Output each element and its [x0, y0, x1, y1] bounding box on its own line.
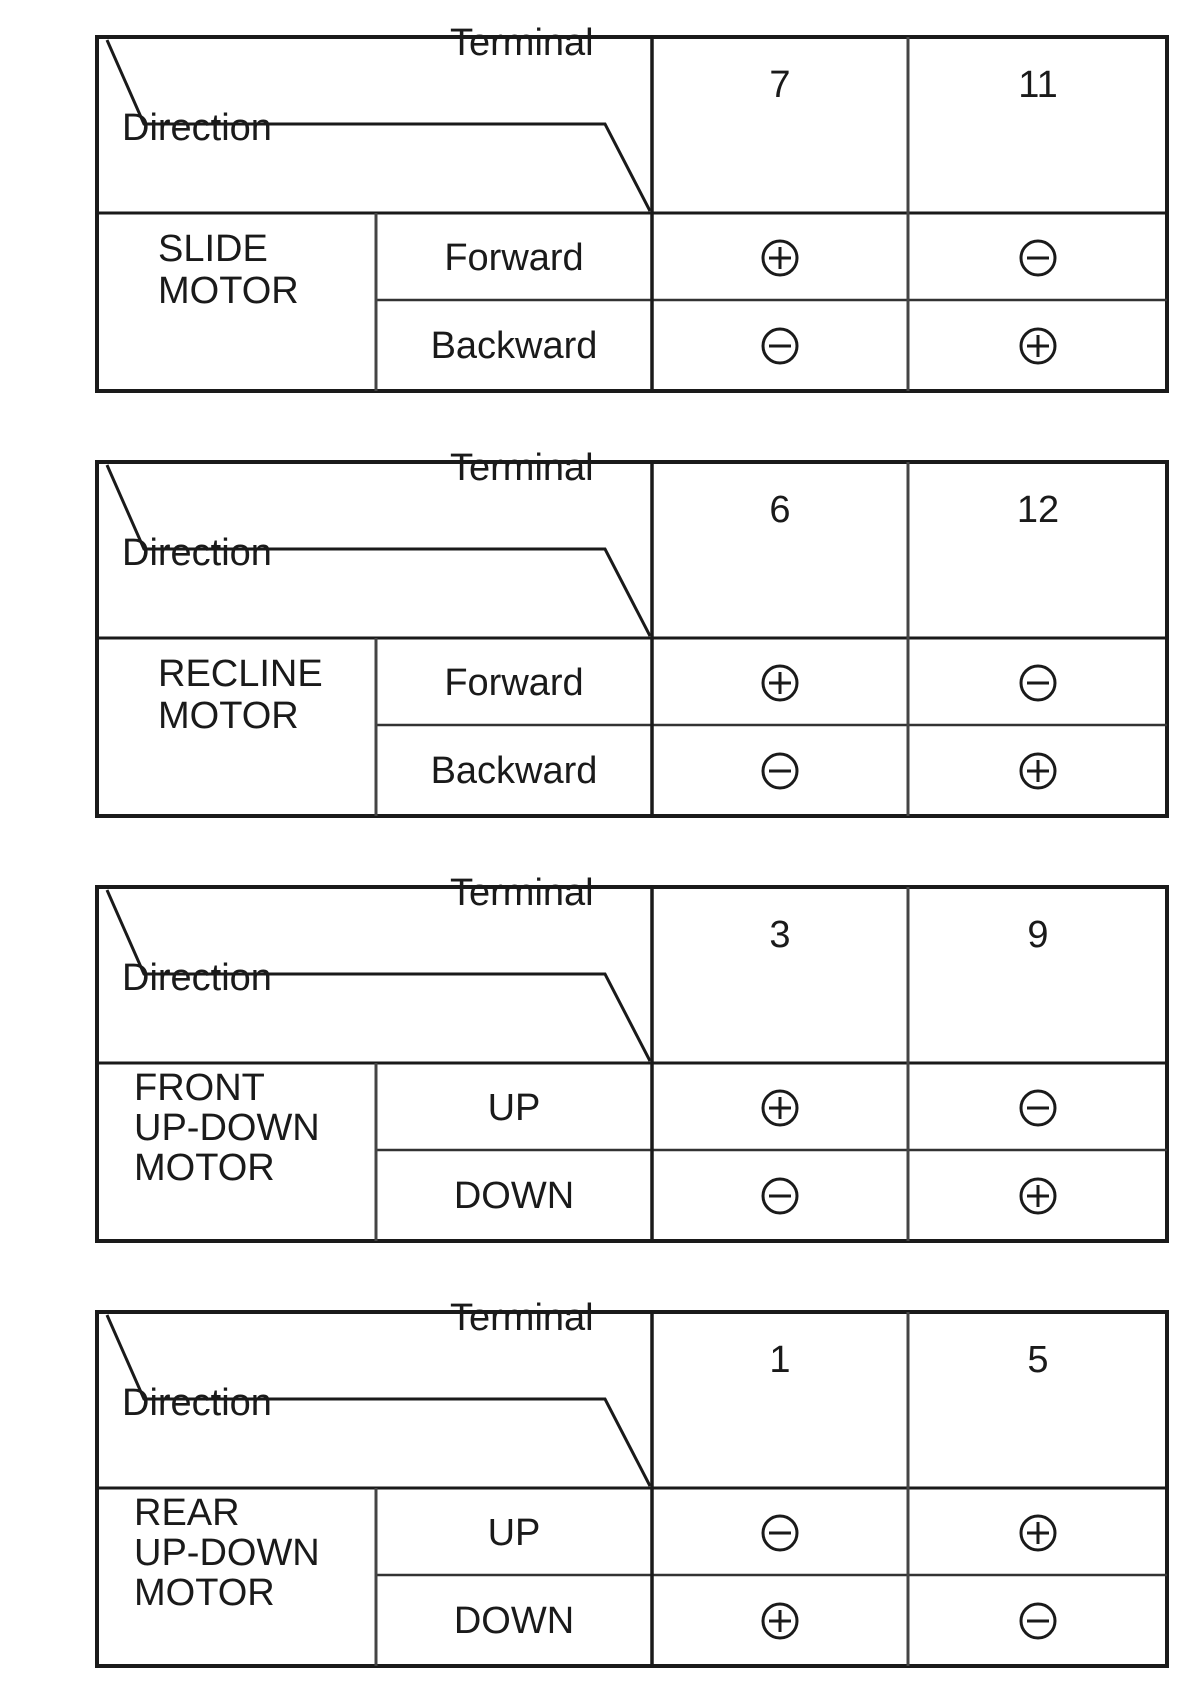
plus-terminal-icon [760, 1601, 800, 1641]
terminal-number: 11 [1018, 64, 1058, 106]
plus-terminal-icon [760, 238, 800, 278]
terminal-header-label: Terminal [450, 447, 594, 489]
motor-name-label: SLIDE MOTOR [158, 228, 299, 312]
plus-terminal-icon [1018, 1176, 1058, 1216]
rear-up-down-motor-table [0, 1275, 1200, 1670]
direction-label: Backward [430, 325, 598, 367]
terminal-number: 12 [1016, 489, 1060, 531]
slide-motor-table [0, 0, 1200, 395]
direction-header-label: Direction [122, 107, 272, 149]
direction-header-label: Direction [122, 1382, 272, 1424]
minus-terminal-icon [1018, 1088, 1058, 1128]
terminal-header-label: Terminal [450, 872, 594, 914]
minus-terminal-icon [760, 1176, 800, 1216]
direction-label: DOWN [453, 1175, 575, 1217]
motor-name-label: RECLINE MOTOR [158, 653, 323, 737]
minus-terminal-icon [1018, 1601, 1058, 1641]
motor-name-label: FRONT UP-DOWN MOTOR [134, 1067, 320, 1189]
direction-label: Forward [444, 237, 584, 279]
minus-terminal-icon [1018, 663, 1058, 703]
recline-motor-table [0, 425, 1200, 820]
minus-terminal-icon [760, 326, 800, 366]
plus-terminal-icon [1018, 326, 1058, 366]
direction-label: UP [487, 1512, 541, 1554]
motor-name-label: REAR UP-DOWN MOTOR [134, 1492, 320, 1614]
direction-label: Forward [444, 662, 584, 704]
terminal-header-label: Terminal [450, 1297, 594, 1339]
minus-terminal-icon [1018, 238, 1058, 278]
terminal-header-label: Terminal [450, 22, 594, 64]
terminal-number: 1 [769, 1339, 791, 1381]
direction-label: DOWN [453, 1600, 575, 1642]
plus-terminal-icon [1018, 751, 1058, 791]
terminal-number: 6 [769, 489, 791, 531]
direction-label: UP [487, 1087, 541, 1129]
minus-terminal-icon [760, 1513, 800, 1553]
minus-terminal-icon [760, 751, 800, 791]
direction-label: Backward [430, 750, 598, 792]
front-up-down-motor-table [0, 850, 1200, 1245]
terminal-number: 9 [1027, 914, 1049, 956]
direction-header-label: Direction [122, 957, 272, 999]
direction-header-label: Direction [122, 532, 272, 574]
plus-terminal-icon [1018, 1513, 1058, 1553]
terminal-number: 7 [769, 64, 791, 106]
plus-terminal-icon [760, 1088, 800, 1128]
plus-terminal-icon [760, 663, 800, 703]
terminal-number: 5 [1027, 1339, 1049, 1381]
terminal-number: 3 [769, 914, 791, 956]
